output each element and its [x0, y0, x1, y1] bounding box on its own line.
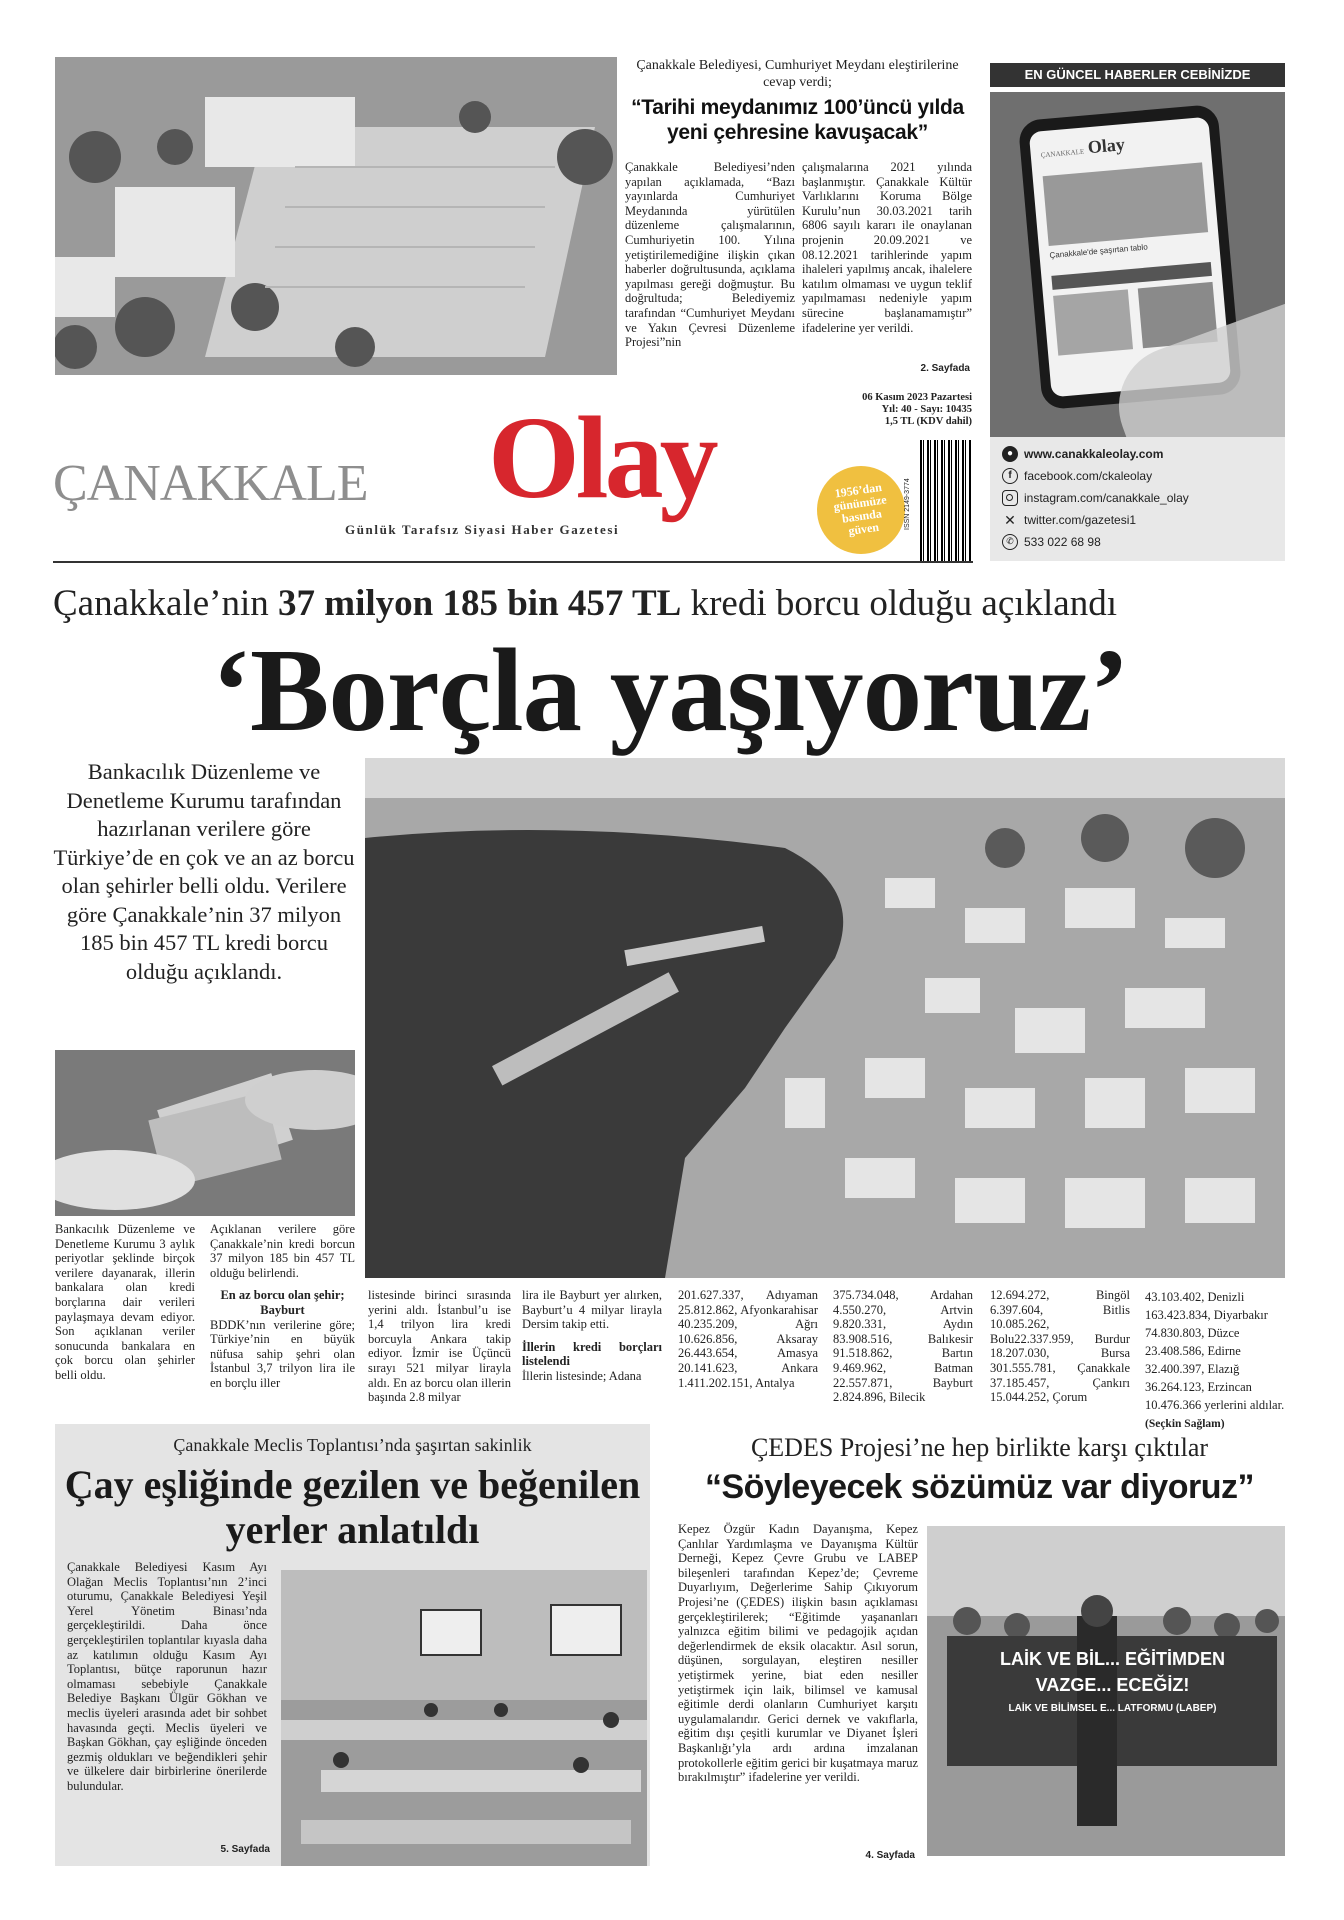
social-link-instagram[interactable] [1002, 487, 1273, 509]
lead-column-4 [522, 1288, 662, 1384]
top-story-column-2: çalışmalarına 2021 yılında başlanmıştır. Çanakkale Kültür Varlıklarını Koruma Bölge Kurulu’nun 30.03.2021 tarih 6806 sayılı kararı ile onaylanan projenin 20.09.2021 ve 08.12.2021 tarihlerinde yapım ihaleleri yapılmış ancak, ihalelere katılım olmaması ve uygun teklif yapılmaması nedeniyle yapım sürecine başlanamamıştır” ifadelerine yer verildi. [802, 160, 972, 335]
barcode [920, 440, 972, 562]
cedes-page-ref: 4. Sayfada [865, 1850, 915, 1861]
top-story-column-1: Çanakkale Belediyesi’nden yapılan açıklamada, “Bazı yayınlarda Cumhuriyet Meydanında yürütülen düzenleme çalışmalarının, Cumhuriyetin 100. Yılına yetiştirilemediğine ilişkin çıkan haberler doğrultusunda, açıklama yapılması gereği doğmuştur. Bu doğrultuda; Belediyemiz tarafından “Cumhuriyet Meydanı ve Yakın Çevresi Düzenleme Projesi”nin [625, 160, 795, 350]
lead-subhead [53, 582, 1291, 626]
phone-logo-prefix: ÇANAKKALE [1040, 147, 1085, 160]
phone-article-image [1043, 162, 1208, 246]
promo-banner: EN GÜNCEL HABERLER CEBİNİZDE [990, 63, 1285, 87]
lead-column-4a: lira ile Bayburt yer alırken, Bayburt’u 4 milyar lirayla Dersim takip etti. [522, 1288, 662, 1332]
social-link-text: facebook.com/ckaleolay [1024, 469, 1153, 483]
top-story-kicker: Çanakkale Belediyesi, Cumhuriyet Meydanı eleştirilerine cevap verdi; [636, 58, 959, 90]
protest-photo [927, 1526, 1285, 1856]
top-story-page-ref: 2. Sayfada [920, 363, 970, 374]
phone-promo-photo [990, 92, 1285, 437]
twitter-x-icon: ✕ [1004, 511, 1016, 528]
lead-subhead-pre: Çanakkale’nin [53, 583, 278, 624]
facebook-icon: f [1002, 468, 1018, 484]
issue-info [800, 392, 972, 428]
square-rendering-photo [55, 57, 617, 375]
social-link-whatsapp[interactable] [1002, 531, 1273, 553]
issue-price: 1,5 TL (KDV dahil) [884, 416, 972, 427]
lead-column-7: 12.694.272, Bingöl 6.397.604, Bitlis 10.085.262, Bolu22.337.959, Burdur 18.207.030, Bursa 301.555.781, Çanakkale 37.185.457, Çankırı 15.044.252, Çorum [990, 1288, 1130, 1405]
aerial-rendering-illustration [55, 57, 617, 375]
social-link-text: twitter.com/gazetesi1 [1024, 513, 1137, 527]
instagram-icon [1002, 490, 1018, 506]
heritage-badge-text: 1956’dan günümüze basında güven [832, 479, 888, 538]
social-link-web[interactable] [1002, 443, 1273, 465]
masthead-name-prefix: ÇANAKKALE [53, 455, 368, 512]
phone-headline: Çanakkale'de şaşırtan tablo [1049, 242, 1149, 260]
masthead-logo: Olay [488, 392, 715, 523]
phone-logo: Olay [1086, 134, 1126, 158]
masthead-tagline: Günlük Tarafsız Siyasi Haber Gazetesi [345, 522, 620, 537]
cedes-kicker: ÇEDES Projesi’ne hep birlikte karşı çıktılar [750, 1433, 1209, 1462]
cedes-headline: “Söyleyecek sözümüz var diyoruz” [705, 1468, 1254, 1506]
council-hall-illustration [281, 1570, 647, 1866]
council-page-ref: 5. Sayfada [220, 1844, 270, 1855]
social-links-box [990, 437, 1285, 561]
cedes-body: Kepez Özgür Kadın Dayanışma, Kepez Çanlılar Yardımlaşma ve Dayanışma Kültür Derneği, Kepez Çevre Grubu ve LABEP bileşenleri tarafından Kepez’de; Çevreme Duyarlıyım, Değerlerime Sahip Çıkıyorum Projesi’ne (ÇEDES) ilişkin basın açıklaması gerçekleştirilerek; “Eğitimde yaşananları yalnızca eğitim bilimi ve pedagojik açıdan değerlendirmek de eksik olacaktır. Asıl sorun, düşünen, sorgulayan, eleştiren nesiller yetiştirmek yerine, biat eden nesiller yetiştirmek için laik, bilimsel ve kamusal eğitimle derdi olanların Cumhuriyet karşıtı uygulamalarıdır. Gerici dernek ve vakıflarla, eğitim dışı çeşitli kurumlar ve Diyanet İşleri Başkanlığı’yla ardı ardına imzalanan protokollerle eğitim gerici bir kuşatmaya maruz bırakılmıştır” ifadelerine yer verildi. [678, 1522, 918, 1785]
heritage-badge [817, 466, 905, 554]
social-link-text: instagram.com/canakkale_olay [1024, 491, 1189, 505]
lead-column-2a: Açıklanan verilere göre Çanakkale’nin kredi borcun 37 milyon 185 bin 457 TL olduğu belirlendi. [210, 1222, 355, 1280]
protest-banner-line-2: VAZGE... ECEĞİZ! [1035, 1675, 1190, 1695]
phone-thumb-1 [1053, 289, 1133, 355]
money-hands-illustration [55, 1050, 355, 1216]
council-body: Çanakkale Belediyesi Kasım Ayı Olağan Meclis Toplantısı’nın 2’inci oturumu, Çanakkale Belediyesi Yeşil Yerel Yönetim Binası’nda gerçekleştirildi. Daha önce gerçekleştirilen toplantılar kıyasla daha az katılımın olduğu Kasım Ayı Toplantısı, bütçe raporunun hazır olmaması sebebiyle Çanakkale Belediye Başkanı Ülgür Gökhan ve meclis üyeleri arasında adet bir sohbet havasında geçti. Meclis üyeleri ve Başkan Gökhan, çay eşliğinde önceden gezmiş oldukları ve beğendikleri şehir ve ülkelere dair birbirlerine önerilerde bulundular. [67, 1560, 267, 1793]
lead-subheading-list: İllerin kredi borçları listelendi [522, 1339, 662, 1369]
issue-number: Yıl: 40 - Sayı: 10435 [881, 404, 972, 415]
protest-banner-line-1: LAİK VE BİL... EĞİTİMDEN [999, 1649, 1225, 1669]
lead-column-3: listesinde birinci sırasında yerini aldı. İstanbul’u ise 1,4 trilyon lira kredi borcuyla Ankara takip ediyor. İzmir ise Üçüncü sırayı 521 milyar lirayla aldı. En az borcu olan illerin başında 2.8 milyar [368, 1288, 511, 1405]
issue-date: 06 Kasım 2023 Pazartesi [862, 392, 972, 403]
lead-column-4b: İllerin listesinde; Adana [522, 1368, 642, 1383]
protest-banner-text [955, 1646, 1270, 1720]
social-link-facebook[interactable] [1002, 465, 1273, 487]
lead-column-6: 375.734.048, Ardahan 4.550.270, Artvin 9.820.331, Aydın 83.908.516, Balıkesir 91.518.862, Bartın 9.469.962, Batman 22.557.871, Bayburt 2.824.896, Bilecik [833, 1288, 973, 1405]
lead-subheading-bayburt: En az borcu olan şehir; Bayburt [220, 1288, 345, 1317]
council-meeting-photo [281, 1570, 647, 1866]
masthead-rule [53, 561, 973, 563]
lead-column-8 [1145, 1288, 1285, 1432]
lead-subhead-post: kredi borcu olduğu açıklandı [681, 583, 1117, 624]
social-link-text: 533 022 68 98 [1024, 535, 1101, 549]
social-link-twitter[interactable] [1002, 509, 1273, 531]
social-link-text: www.canakkaleolay.com [1024, 447, 1164, 461]
issn-label: ISSN 2149-3774 [904, 478, 911, 530]
protest-banner-line-3: LAİK VE BİLİMSEL E... LATFORMU (LABEP) [1008, 1703, 1217, 1714]
harbor-aerial-illustration [365, 758, 1285, 1278]
council-headline: Çay eşliğinde gezilen ve beğenilen yerler anlatıldı [64, 1462, 641, 1552]
lead-column-2b: BDDK’nın verilerine göre; Türkiye’nin en büyük nüfusa sahip şehri olan İstanbul 3,7 trilyon lira ile en borçlu iller [210, 1317, 355, 1390]
lead-byline: (Seçkin Sağlam) [1145, 1418, 1225, 1430]
whatsapp-icon: ✆ [1002, 534, 1018, 550]
lead-summary: Bankacılık Düzenleme ve Denetleme Kurumu tarafından hazırlanan verilere göre Türkiye’de en çok ve an az borcu olan şehirler belli oldu. Verilere göre Çanakkale’nin 37 milyon 185 bin 457 TL kredi borcu olduğu açıklandı. [53, 759, 355, 984]
lead-headline: ‘Borçla yaşıyoruz’ [211, 624, 1129, 756]
council-kicker: Çanakkale Meclis Toplantısı’nda şaşırtan sakinlik [173, 1435, 532, 1455]
lead-column-1: Bankacılık Düzenleme ve Denetleme Kurumu 3 aylık periyotlar şeklinde birçok verilere dayanarak, illerin bankalara olan kredi borçlarına dair verileri paylaşmaya devam ediyor. Son açıklanan veriler sonucunda bankalara en çok borcu olan şehirler belli oldu. [55, 1222, 195, 1382]
money-handover-photo [55, 1050, 355, 1216]
lead-subhead-bold: 37 milyon 185 bin 457 TL [278, 583, 682, 624]
web-icon: ● [1002, 446, 1018, 462]
canakkale-aerial-photo [365, 758, 1285, 1278]
top-story-headline: “Tarihi meydanımız 100’üncü yılda yeni çehresine kavuşacak” [631, 96, 964, 144]
lead-column-8-text: 43.103.402, Denizli 163.423.834, Diyarbakır 74.830.803, Düzce 23.408.586, Edirne 32.400.397, Elazığ 36.264.123, Erzincan 10.476.366 yerlerini aldılar. [1145, 1290, 1285, 1412]
lead-column-5: 201.627.337, Adıyaman 25.812.862, Afyonkarahisar 40.235.209, Ağrı 10.626.856, Aksaray 26.443.654, Amasya 20.141.623, Ankara 1.411.202.151, Antalya [678, 1288, 818, 1390]
lead-column-2 [210, 1222, 355, 1391]
